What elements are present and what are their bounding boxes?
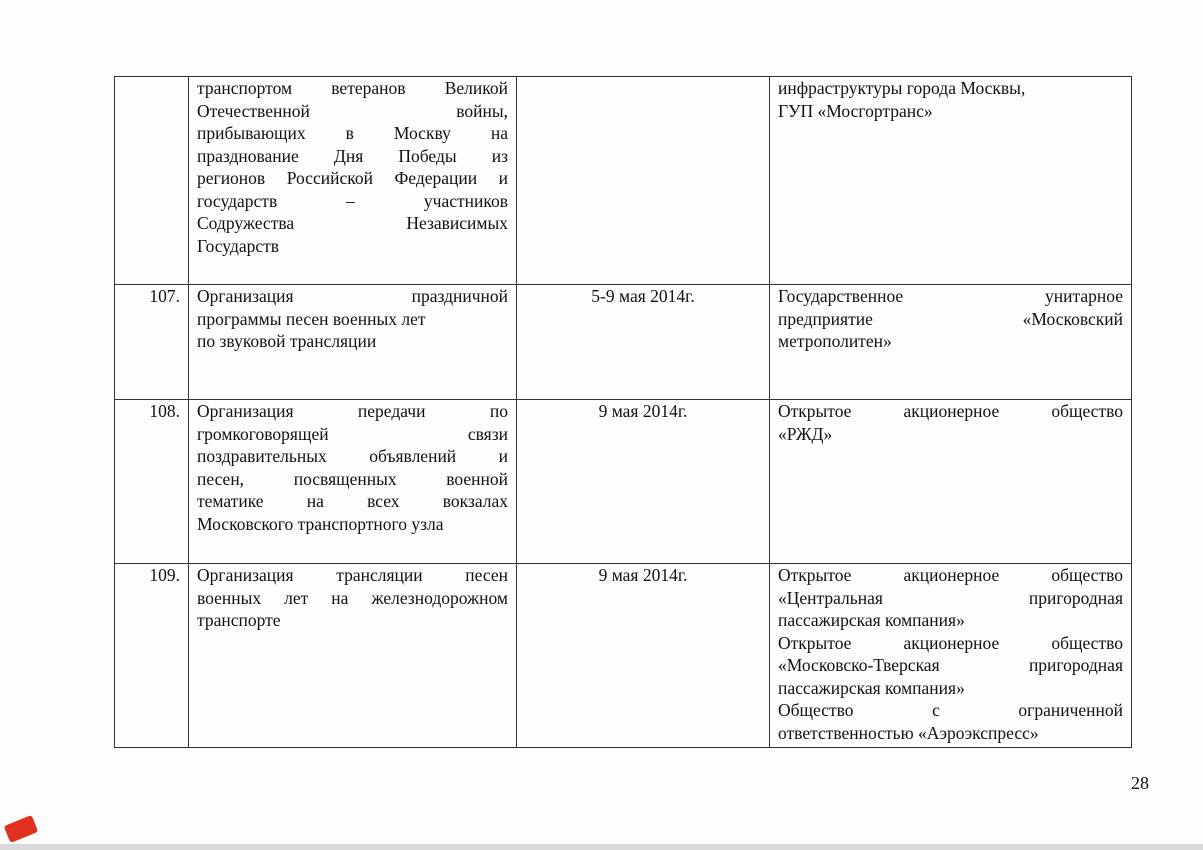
event-executor: Государственное унитарное предприятие «Московский метрополитен» — [770, 285, 1132, 400]
event-date: 9 мая 2014г. — [517, 400, 770, 564]
event-description: Организация праздничной программы песен военных лет по звуковой трансляции — [189, 285, 517, 400]
event-description: Организация трансляции песен военных лет на железнодорожном транспорте — [189, 564, 517, 748]
event-date — [517, 77, 770, 285]
event-date: 9 мая 2014г. — [517, 564, 770, 748]
event-date: 5-9 мая 2014г. — [517, 285, 770, 400]
bottom-scan-edge — [0, 844, 1203, 850]
page-number: 28 — [1131, 773, 1149, 793]
row-number — [115, 77, 189, 285]
event-executor: Открытое акционерное общество «Центральная пригородная пассажирская компания» Открытое акционерное общество «Московско-Тверская пригородная пассажирская компания» Общество с ограниченной ответственностью «Аэроэкспресс» — [770, 564, 1132, 748]
event-executor: Открытое акционерное общество «РЖД» — [770, 400, 1132, 564]
event-description: Организация передачи по громкоговорящей связи поздравительных объявлений и песен, посвященных военной тематике на всех вокзалах Московского транспортного узла — [189, 400, 517, 564]
red-tag-logo-icon — [4, 815, 39, 843]
event-description: транспортом ветеранов Великой Отечественной войны, прибывающих в Москву на празднование Дня Победы из регионов Российской Федерации и государств – участников Содружества Независимых Государств — [189, 77, 517, 285]
row-number: 107. — [115, 285, 189, 400]
row-number: 108. — [115, 400, 189, 564]
table-row — [115, 77, 1132, 285]
events-table — [114, 76, 1132, 748]
table-row — [115, 285, 1132, 400]
table-row — [115, 564, 1132, 748]
row-number: 109. — [115, 564, 189, 748]
table-row — [115, 400, 1132, 564]
event-executor: инфраструктуры города Москвы, ГУП «Мосгортранс» — [770, 77, 1132, 285]
